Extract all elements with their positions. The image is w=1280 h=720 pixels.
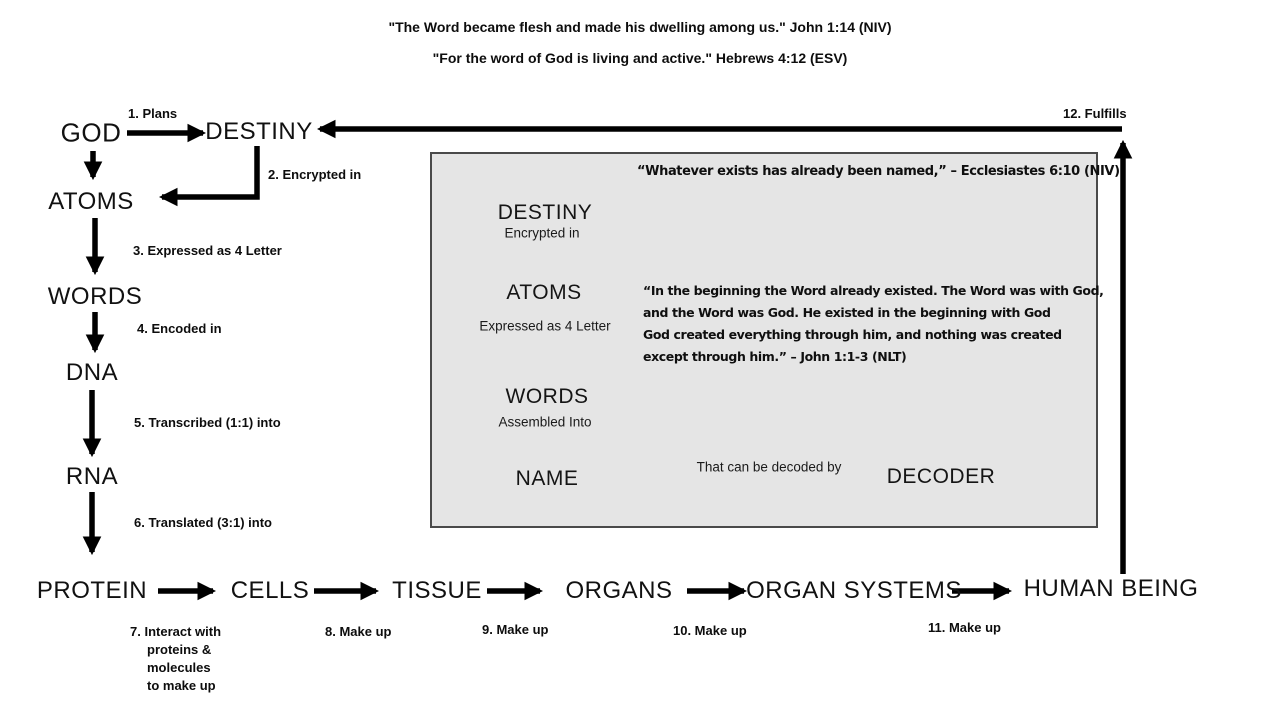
edge-label-7-line3: molecules (147, 660, 211, 675)
inset-label-expressed: Expressed as 4 Letter (479, 318, 611, 334)
node-rna: RNA (65, 463, 119, 490)
node-dna: DNA (65, 359, 119, 386)
node-atoms: ATOMS (48, 188, 134, 215)
edge-label-10-make-up: 10. Make up (673, 623, 747, 638)
inset-quote-john-line4: except through him.” – John 1:1-3 (NLT) (643, 349, 907, 364)
edge-label-3-expressed: 3. Expressed as 4 Letter (133, 243, 282, 258)
node-tissue: TISSUE (392, 577, 482, 604)
edge-label-4-encoded-in: 4. Encoded in (137, 321, 222, 336)
node-destiny: DESTINY (205, 118, 313, 145)
inset-quote-ecclesiastes: “Whatever exists has already been named,” – Ecclesiastes 6:10 (NIV) (637, 164, 1120, 179)
inset-label-decoded-by: That can be decoded by (696, 459, 842, 475)
inset-quote-john-line3: God created everything through him, and nothing was created (643, 327, 1062, 342)
inset-label-assembled: Assembled Into (498, 414, 592, 430)
node-human-being: HUMAN BEING (1023, 575, 1199, 602)
edge-label-1-plans: 1. Plans (128, 106, 178, 121)
inset-quote-john-line1: “In the beginning the Word already existed. The Word was with God, (643, 283, 1104, 298)
edge-label-9-make-up: 9. Make up (482, 622, 549, 637)
inset-quote-john-line2: and the Word was God. He existed in the beginning with God (643, 305, 1051, 320)
inset-quote-john (643, 280, 1104, 368)
edge-label-2-encrypted-in: 2. Encrypted in (268, 167, 362, 182)
node-protein: PROTEIN (36, 577, 148, 604)
edge-label-12-fulfills: 12. Fulfills (1063, 106, 1127, 121)
inset-box (430, 152, 1120, 528)
node-god: GOD (60, 117, 122, 148)
inset-node-atoms: ATOMS (506, 281, 582, 304)
node-organ-systems: ORGAN SYSTEMS (746, 577, 962, 604)
edge-label-6-translated: 6. Translated (3:1) into (134, 515, 272, 530)
inset-node-name: NAME (515, 467, 579, 490)
edge-label-7-interact (130, 623, 221, 695)
inset-node-decoder: DECODER (886, 465, 996, 488)
edge-label-11-make-up: 11. Make up (928, 620, 1001, 635)
inset-label-encrypted-in: Encrypted in (504, 225, 580, 241)
header-quote-john: "The Word became flesh and made his dwelling among us." John 1:14 (NIV) (388, 19, 892, 35)
edge-label-8-make-up: 8. Make up (325, 624, 392, 639)
edge-label-7-line2: proteins & (147, 642, 212, 657)
node-words: WORDS (47, 283, 143, 310)
edge-label-7-line4: to make up (147, 678, 216, 693)
node-cells: CELLS (230, 577, 310, 604)
edge-label-7-line1: 7. Interact with (130, 624, 222, 639)
inset-node-words: WORDS (505, 385, 589, 408)
inset-node-destiny: DESTINY (497, 201, 593, 224)
arrow-destiny-atoms-elbow (162, 146, 257, 197)
header-quote-hebrews: "For the word of God is living and active." Hebrews 4:12 (ESV) (432, 50, 848, 66)
edge-label-5-transcribed: 5. Transcribed (1:1) into (134, 415, 281, 430)
node-organs: ORGANS (565, 577, 673, 604)
